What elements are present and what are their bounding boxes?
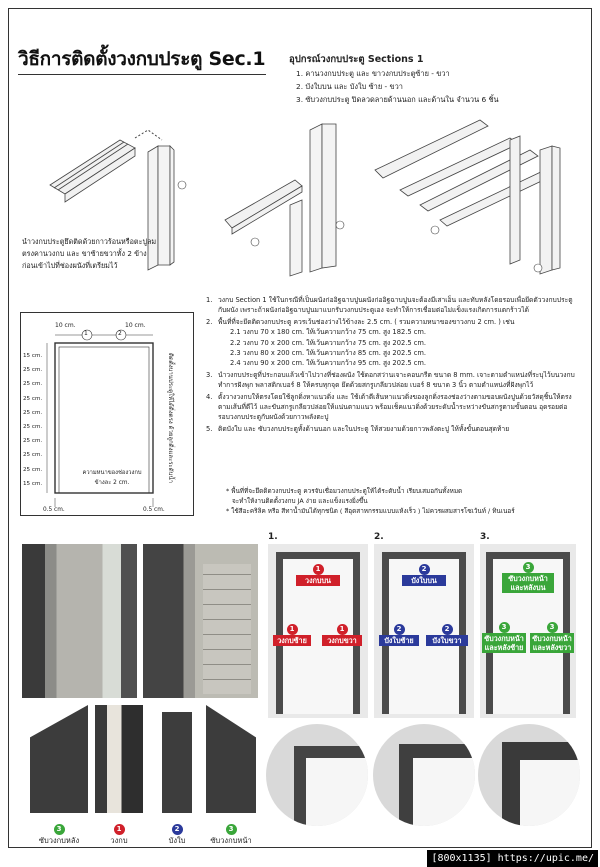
top-dim-right: 10 cm. — [125, 322, 146, 329]
tag-left: 2 บังใบซ้าย — [379, 624, 419, 646]
equipment-item: 3. ซับวงกบประตู ปิดลวดลายด้านนอก และด้านใน จำนวน 6 ชิ้น — [296, 95, 499, 104]
piece-caption-frame: 1 วงกบ — [110, 825, 128, 845]
equipment-list — [296, 67, 499, 106]
piece-caption-back-casing: 3 ซับวงกบหลัง — [38, 825, 80, 845]
step2-examples: 2.1 วงกบ 70 x 180 cm. ให้เว้นความกว้าง 75 cm. สูง 182.5 cm. 2.2 วงกบ 70 x 200 cm. ให้เว้นความกว้าง 75 cm. สูง 202.5 cm. 2.3 วงกบ 80 x 200 cm. ให้เว้นความกว้าง 85 cm. สูง 202.5 cm. 2.4 วงกบ 90 x 200 cm. ให้เว้นความกว้าง 95 cm. สูง 202.5 cm. — [230, 328, 427, 368]
equipment-heading: อุปกรณ์วงกบประตู Sections 1 — [289, 54, 424, 65]
equipment-item: 2. บังใบบน และ บังใบ ซ้าย - ขวา — [296, 82, 403, 91]
frame-jamb-piece-2 — [290, 124, 336, 276]
dimension-diagram — [20, 312, 194, 516]
piece-badge: 3 — [54, 824, 65, 835]
tag-right: 1 วงกบขวา — [322, 624, 362, 646]
top-dim-left: 10 cm. — [55, 322, 76, 329]
watermark-footer: [800x1135] https://upic.me/ — [427, 850, 598, 867]
step-item: 4. ตั้งวางวงกบให้ตรงโดยใช้ลูกดิ่งหาแนวดิ่ง และ ใช้เต้าตีเส้นหาแนวดิ่งของลูกดิ่งรองช่องว่างตามขอบผนังปูนด้วยวัสดุชิ้นให้ตรงตามเส้นที่ตีไว้ และขันสกรูเกลียวปล่อยให้แน่นตามแนว พร้อมเช็คแนวดิ่งด้วยระดับน้ำระหว่างขันสกรูตามขั้นตอน อุดรอยต่อรอบวงกบประตูกับผนังด้วยกาวพลังตะปู — [206, 392, 572, 422]
detail-circle-2 — [373, 724, 475, 826]
step-item: 1. วงกบ Section 1 ใช้ในกรณีที่เป็นผนังก่ออิฐฉาบปูนผนังก่ออิฐฉาบปูนจะต้องมีเสาเอ็น และทับหลังโดยรอบเพื่อยึดตัววงกบประตูกับผนัง เพราะถ้าผนังก่ออิฐฉาบปูนมาแบกรับวงกบประตูเอง จะทำให้การเชื่อมต่อไม่แข็งแรงเกิดการแตกร้าวได้ — [206, 296, 573, 315]
piece-badge: 2 — [172, 824, 183, 835]
frame-assembly-3 — [375, 120, 560, 274]
panel-frame — [268, 544, 368, 718]
tag-right: 3 ซับวงกบหน้า และหลังขวา — [530, 622, 574, 653]
tag-left: 3 ซับวงกบหน้า และหลังซ้าย — [482, 622, 526, 653]
tag-top: 3 ซับวงกบหน้า และหลังบน — [502, 562, 554, 593]
detail-circle-3 — [478, 724, 580, 826]
piece-badge: 3 — [226, 824, 237, 835]
left-dims: 15 cm. 25 cm. 25 cm. 25 cm. 25 cm. 25 cm. 25 cm. 25 cm. 25 cm. 15 cm. — [23, 353, 43, 487]
step-item: 3. นำวงกบประตูที่ประกอบแล้วเข้าไปวางที่ช่องผนัง ใช้ดอกสว่านเจาะคอนกรีต ขนาด 8 mm. เจาะตามตำแหน่งที่ระบุไว้บนวงกบ ทำการฝังพุก พลาสติกเบอร์ 8 ให้ครบทุกจุด ยึดด้วยสกรูเกลียวปล่อย เบอร์ 8 ขนาด 3 นิ้ว ตามตำแหน่งที่ฝังพุกไว้ — [206, 370, 575, 390]
page-title: วิธีการติดตั้งวงกบประตู Sec.1 — [18, 48, 266, 70]
assembly-guide — [135, 130, 162, 140]
panel-number-1: 1. — [268, 532, 278, 542]
brick-texture — [203, 564, 251, 694]
marker-2: 2 — [118, 330, 122, 337]
tag-top: 2 บังใบบน — [402, 564, 446, 586]
assembly-note: นำวงกบประตูยึดติดด้วยกาวร้อนหรือตะปูลม ตรงคานวงกบ และ ขาซ้ายขวาทั้ง 2 ข้าง ก่อนเข้าไปที่ช่องผนังที่เตรียมไว้ — [22, 237, 157, 270]
step-item: 5. ติดบังใบ และ ซับวงกบประตูทั้งด้านนอก และในประตู ให้สวยงามด้วยกาวพลังตะปู ให้ทั้งขั้นตอนสุดท้าย — [206, 424, 510, 433]
piece-badge: 1 — [114, 824, 125, 835]
panel-number-2: 2. — [374, 532, 384, 542]
step-item: 2. พื้นที่ที่จะยึดติดวงกบประตู ควรเว้นช่องว่างไว้ข้างละ 2.5 cm. ( รวมความหนาของขาวงกบ 2 cm. ) เช่น 2.1 วงกบ 70 x 180 cm. ให้เว้นความกว้าง 75 cm. สูง 182.5 cm. 2.2 วงกบ 70 x 200 cm. ให้เว้นความกว้าง 75 cm. สูง 202.5 cm. 2.3 วงกบ 80 x 200 cm. ให้เว้นความกว้าง 85 cm. สูง 202.5 cm. 2.4 วงกบ 90 x 200 cm. ให้เว้นความกว้าง 95 cm. สูง 202.5 cm. — [206, 317, 578, 369]
title-underline — [18, 74, 266, 75]
piece-caption-front-casing: 3 ซับวงกบหน้า — [210, 825, 252, 845]
install-steps — [206, 295, 578, 435]
panel-stop — [374, 544, 474, 718]
tag-top: 1 วงกบบน — [296, 564, 340, 586]
panel-number-3: 3. — [480, 532, 490, 542]
footnotes: * พื้นที่ที่จะยึดติดวงกบประตู ควรจับเชื่อมวงกบประตูให้ได้ระดับน้ำ เรียบเสมอกันทั้งหมด จะทำให้งานติดตั้งวงกบ JA ง่าย และแข็งแรงยิ่งขึ้น * ใช้สีอะคริลิค หรือ สีทาน้ำมันได้ทุกชนิด ( สีอุดสาหกรรมแบบแห้งเร็ว ) ไม่ควรผสมสารโซเว้นท์ / ทินเนอร์ — [226, 487, 515, 515]
tag-right: 2 บังใบขวา — [426, 624, 468, 646]
bottom-dim-left: 0.5 cm. — [43, 507, 65, 513]
wall-opening-photo-1 — [22, 544, 137, 698]
stop-piece — [162, 712, 192, 813]
plumb-note: ติดตั้งบานประตูให้ได้ดิ่งตรง ด้วยลูกดิ่งและระดับน้ำ — [167, 353, 174, 483]
bottom-dim-right: 0.5 cm. — [143, 507, 165, 513]
piece-caption-stop: 2 บังใบ — [168, 825, 186, 845]
tag-left: 1 วงกบซ้าย — [273, 624, 311, 646]
frame-piece — [95, 705, 143, 813]
thickness-note: ความหนาของช่องวงกบ ข้างละ 2 cm. — [82, 470, 142, 486]
frame-head-piece — [50, 140, 135, 202]
panel-casing — [480, 544, 576, 718]
wall-opening-photo-2 — [143, 544, 258, 698]
marker-1: 1 — [84, 330, 88, 337]
equipment-item: 1. คานวงกบประตู และ ขาวงกบประตูซ้าย - ขวา — [296, 69, 450, 78]
detail-circle-1 — [266, 724, 368, 826]
